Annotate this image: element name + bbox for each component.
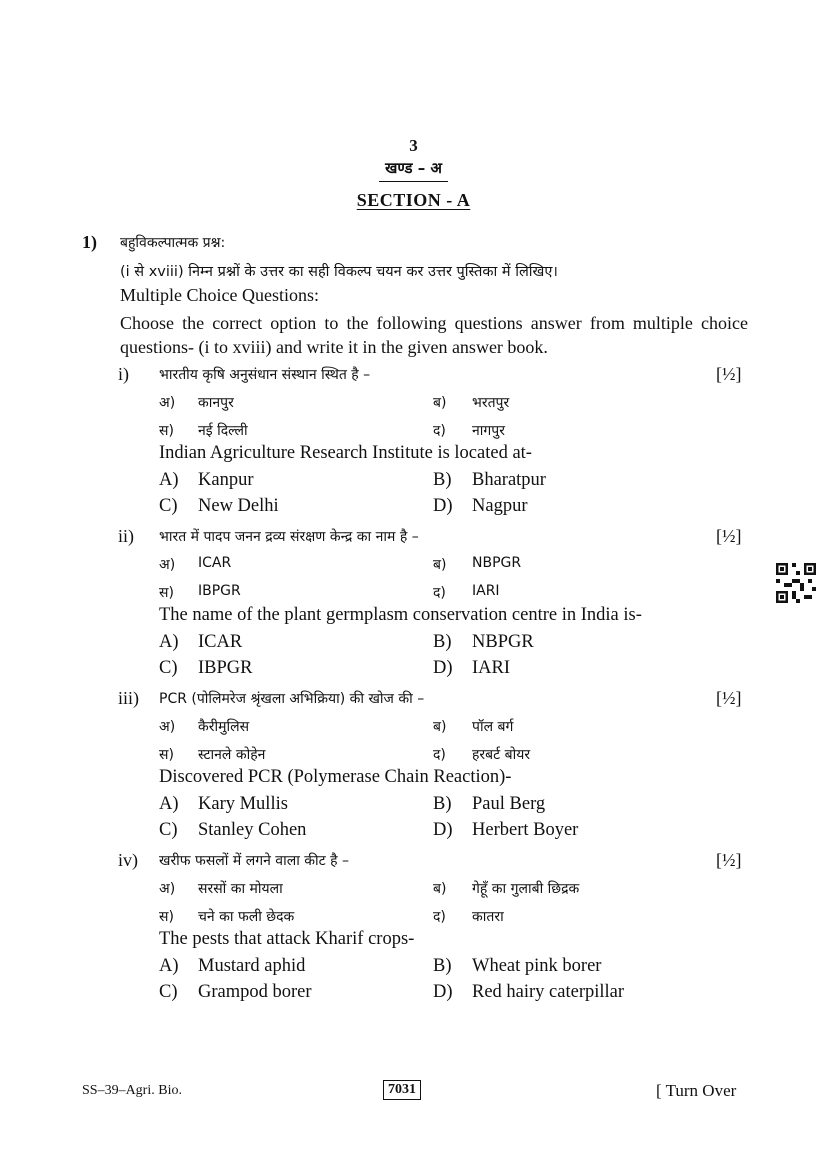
subquestion-number: iv) [118,850,138,870]
question-number: 1) [82,232,97,252]
option-label-hindi: द) [433,909,446,925]
question-text-english: The name of the plant germplasm conservation centre in India is- [159,605,642,625]
question-text-hindi: भारतीय कृषि अनुसंधान संस्थान स्थित है – [159,367,371,383]
question-instruction-english: Choose the correct option to the following questions answer from multiple choice questions- (i to xviii) and write it in the given answer book. [120,313,748,357]
option-label-hindi: ब) [433,881,447,897]
question-text-english: Indian Agriculture Research Institute is located at- [159,443,532,463]
option-label-english: D) [433,820,453,840]
option-text-english: Stanley Cohen [198,820,307,840]
option-label-hindi: स) [159,423,174,439]
subquestion-number: iii) [118,688,139,708]
option-text-hindi: कानपुर [198,395,234,411]
option-label-hindi: द) [433,747,446,763]
option-label-english: D) [433,496,453,516]
question-heading-english: Multiple Choice Questions: [120,285,319,305]
subquestion-number: i) [118,364,129,384]
option-label-english: B) [433,956,452,976]
option-text-hindi: पॉल बर्ग [472,719,514,735]
option-label-hindi: द) [433,423,446,439]
option-text-english: ICAR [198,632,243,652]
option-label-english: B) [433,632,452,652]
option-text-hindi: चने का फली छेदक [198,909,295,925]
option-label-hindi: ब) [433,719,447,735]
option-label-english: B) [433,470,452,490]
marks-label: [½] [716,850,742,870]
option-text-hindi: IBPGR [198,583,241,599]
option-label-hindi: अ) [159,395,176,411]
option-text-english: Bharatpur [472,470,546,490]
option-text-english: Nagpur [472,496,528,516]
option-label-english: A) [159,470,179,490]
option-label-hindi: ब) [433,395,447,411]
option-text-hindi: कैरीमुलिस [198,719,250,735]
option-text-hindi: गेहूँ का गुलाबी छिद्रक [472,881,580,897]
question-text-english: The pests that attack Kharif crops- [159,929,415,949]
option-label-hindi: अ) [159,719,176,735]
option-text-hindi: IARI [472,583,500,599]
option-label-english: A) [159,956,179,976]
marks-label: [½] [716,526,742,546]
option-text-english: Paul Berg [472,794,546,814]
question-text-hindi: PCR (पोलिमरेज श्रृंखला अभिक्रिया) की खोज की – [159,691,425,707]
option-label-english: A) [159,794,179,814]
option-text-hindi: ICAR [198,555,232,571]
question-text-hindi: भारत में पादप जनन द्रव्य संरक्षण केन्द्र का नाम है – [159,529,419,545]
option-label-english: C) [159,982,178,1002]
option-label-hindi: स) [159,747,174,763]
option-text-english: IBPGR [198,658,253,678]
option-label-english: D) [433,982,453,1002]
subquestion-number: ii) [118,526,134,546]
option-text-english: New Delhi [198,496,279,516]
page-number: 3 [409,136,418,155]
option-label-hindi: अ) [159,557,176,573]
option-label-english: C) [159,496,178,516]
option-text-hindi: स्टानले कोहेन [198,747,266,763]
section-title-hindi: खण्ड – अ [0,158,827,182]
question-text-english: Discovered PCR (Polymerase Chain Reaction)- [159,767,512,787]
option-text-hindi: हरबर्ट बोयर [472,747,531,763]
question-text-hindi: खरीफ फसलों में लगने वाला कीट है – [159,853,350,869]
option-text-english: Kanpur [198,470,254,490]
option-text-english: Herbert Boyer [472,820,579,840]
option-label-english: D) [433,658,453,678]
option-text-english: Red hairy caterpillar [472,982,625,1002]
option-text-hindi: नई दिल्ली [198,423,248,439]
section-title: SECTION - A [356,190,471,210]
question-instruction-hindi: (i से xviii) निम्न प्रश्नों के उत्तर का सही विकल्प चयन कर उत्तर पुस्तिका में लिखिए। [120,264,558,280]
option-label-english: B) [433,794,452,814]
option-text-hindi: नागपुर [472,423,505,439]
paper-box-code: 7031 [383,1080,421,1100]
paper-code: SS–39–Agri. Bio. [82,1083,182,1098]
question-heading-hindi: बहुविकल्पात्मक प्रश्न: [120,235,226,251]
option-text-english: Kary Mullis [198,794,288,814]
option-label-hindi: स) [159,909,174,925]
turn-over-label: [ Turn Over [656,1081,737,1100]
option-text-hindi: NBPGR [472,555,522,571]
marks-label: [½] [716,364,742,384]
option-text-english: Mustard aphid [198,956,306,976]
option-text-english: Wheat pink borer [472,956,602,976]
option-label-english: C) [159,820,178,840]
qr-code-icon [776,563,816,603]
option-label-hindi: अ) [159,881,176,897]
option-text-hindi: सरसों का मोयला [198,881,283,897]
option-text-hindi: कातरा [472,909,504,925]
option-text-hindi: भरतपुर [472,395,510,411]
option-label-hindi: स) [159,585,174,601]
option-label-english: A) [159,632,179,652]
option-text-english: IARI [472,658,511,678]
option-text-english: NBPGR [472,632,534,652]
option-label-english: C) [159,658,178,678]
option-label-hindi: द) [433,585,446,601]
option-label-hindi: ब) [433,557,447,573]
option-text-english: Grampod borer [198,982,312,1002]
marks-label: [½] [716,688,742,708]
